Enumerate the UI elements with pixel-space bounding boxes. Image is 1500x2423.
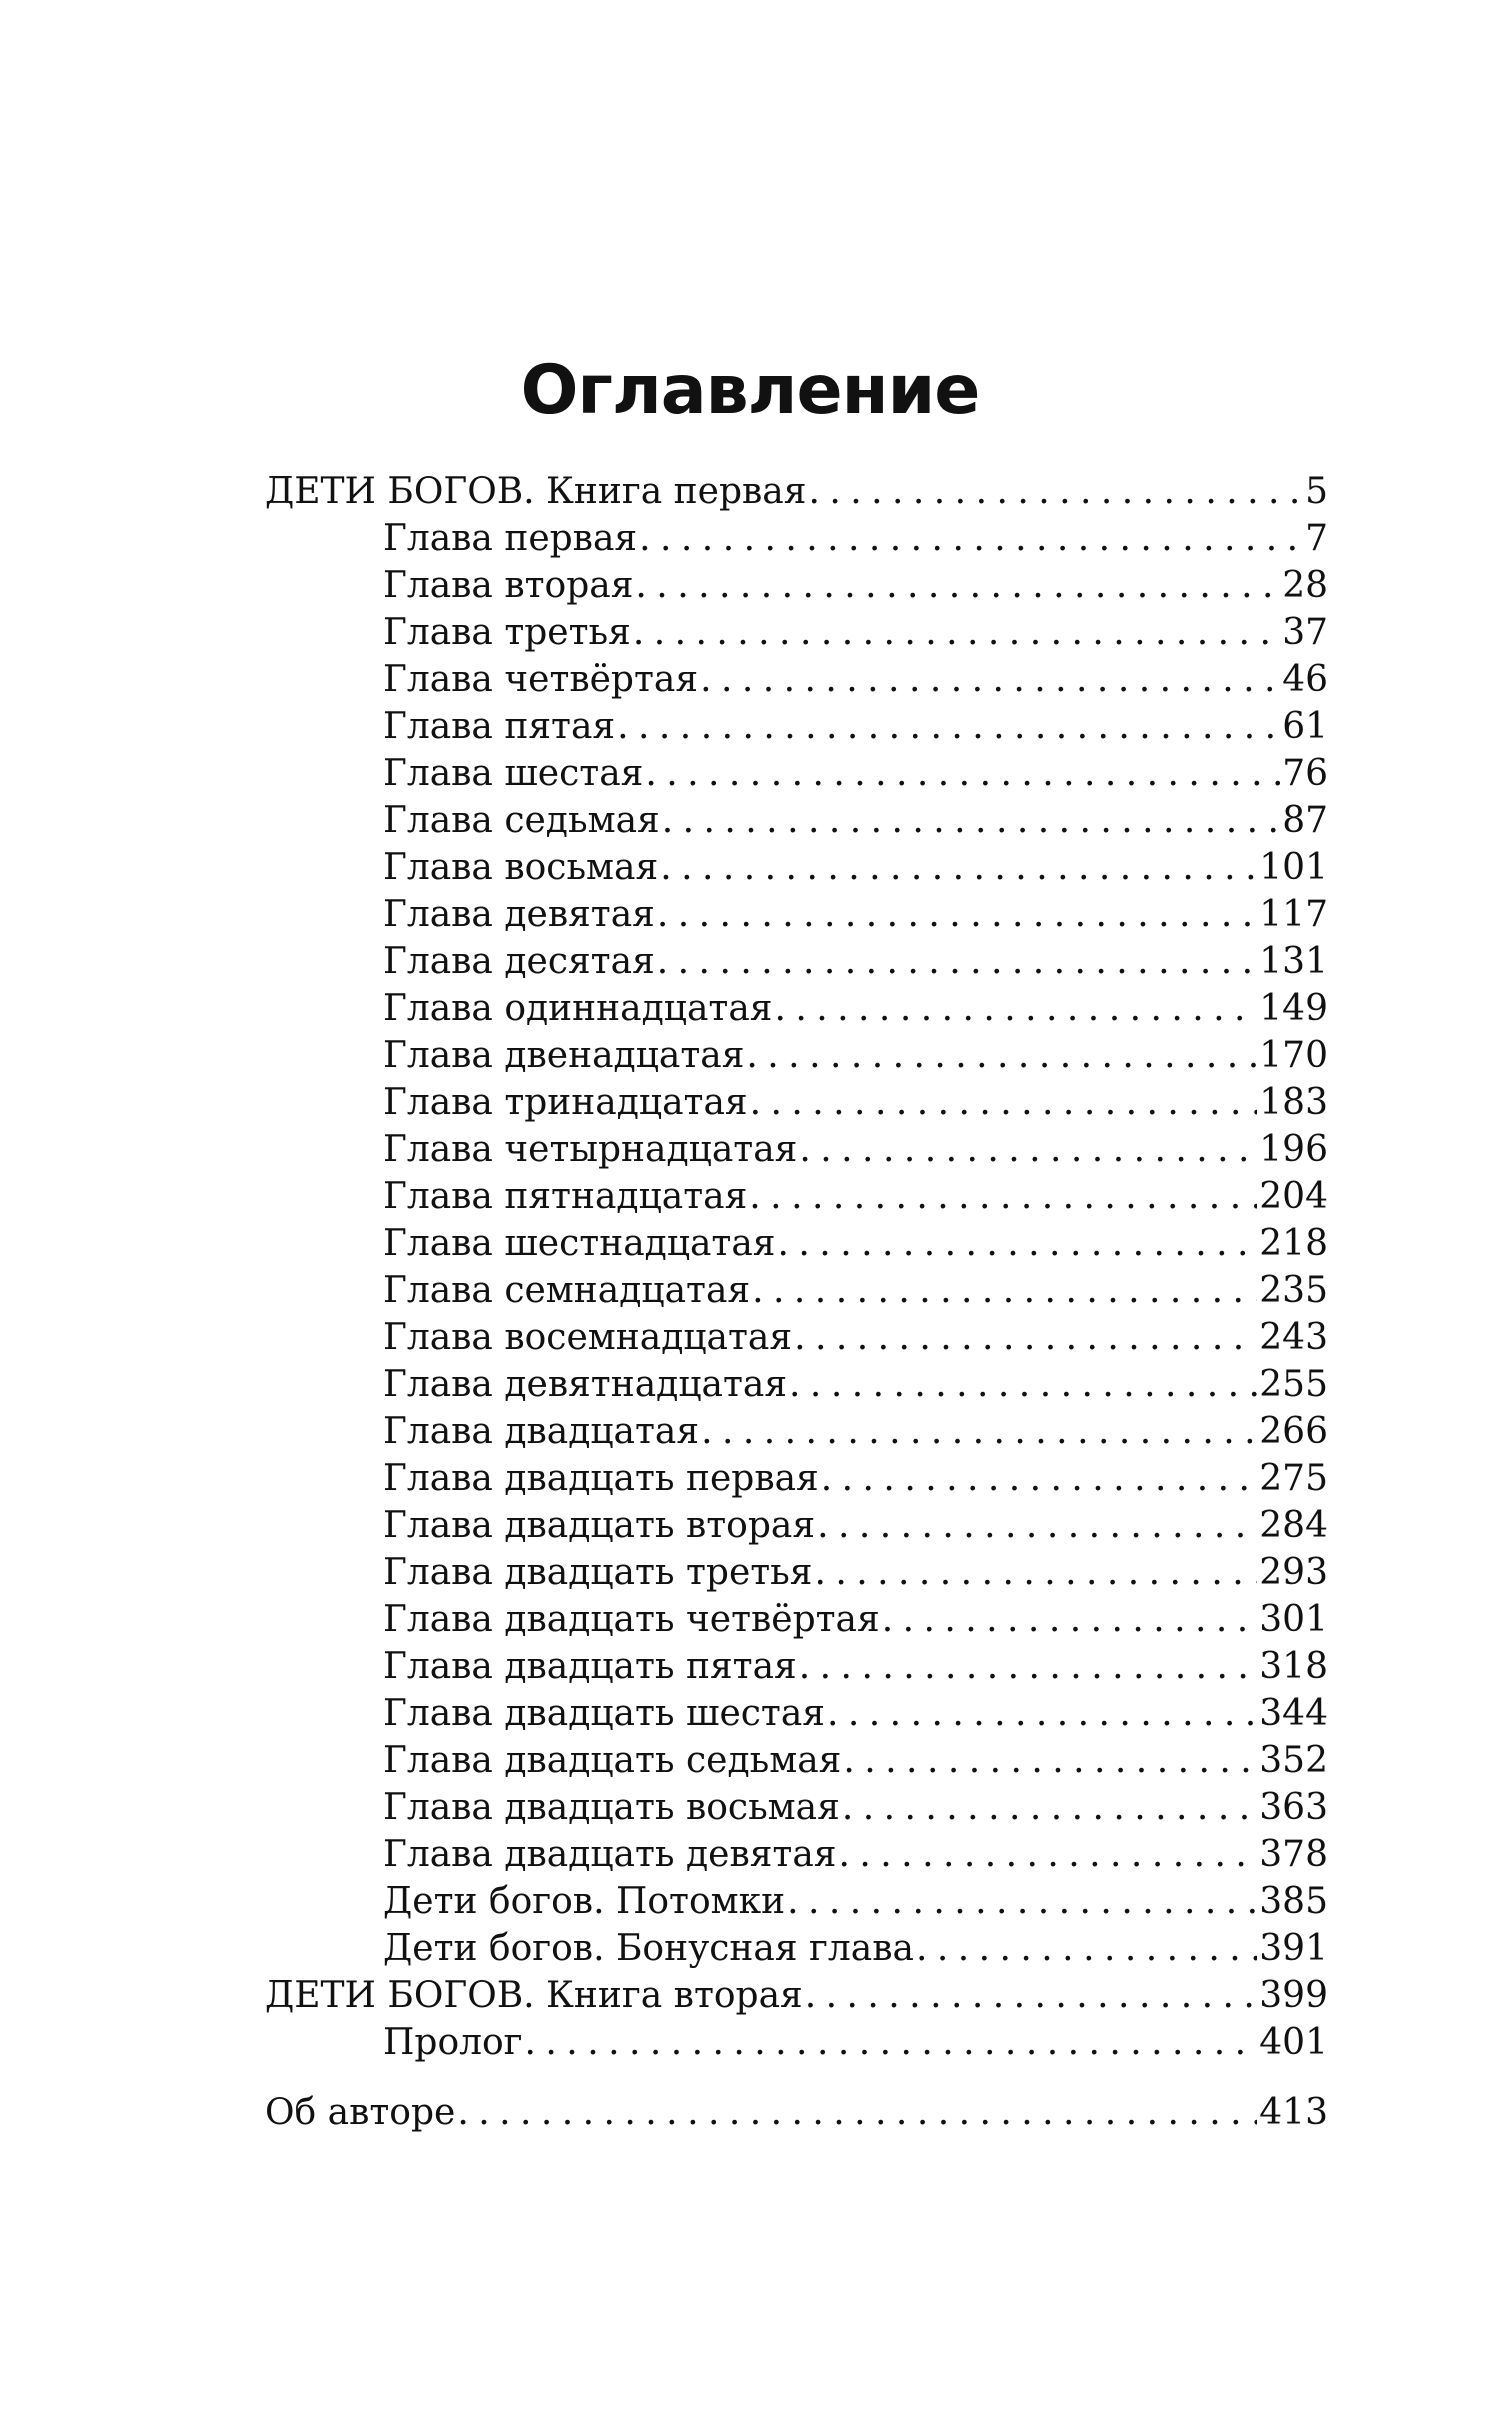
toc-entry-label: Глава десятая: [383, 941, 655, 982]
toc-dot-leader: [701, 1408, 1257, 1455]
toc-page-number: 243: [1259, 1317, 1328, 1358]
toc-entry-label: Глава двадцать четвёртая: [383, 1599, 880, 1640]
toc-dot-leader: [794, 1314, 1257, 1361]
toc-entry-label: Глава семнадцатая: [383, 1270, 751, 1311]
toc-dot-leader: [805, 1972, 1258, 2019]
toc-page-number: 266: [1259, 1411, 1328, 1452]
toc-dot-leader: [775, 985, 1258, 1032]
toc-page-number: 76: [1282, 753, 1328, 794]
toc-entry-label: Глава четырнадцатая: [383, 1129, 798, 1170]
toc-entry-label: Глава двадцать вторая: [383, 1505, 816, 1546]
toc-page-number: 37: [1282, 612, 1328, 653]
toc-part-entry[interactable]: [265, 468, 1328, 515]
toc-chapter-entry[interactable]: [265, 1549, 1328, 1596]
toc-page-number: 61: [1282, 706, 1328, 747]
toc-dot-leader: [808, 468, 1303, 515]
toc-chapter-entry[interactable]: [265, 1643, 1328, 1690]
toc-dot-leader: [749, 1173, 1257, 1220]
toc-page-number: 413: [1259, 2092, 1328, 2133]
toc-page-number: 7: [1305, 518, 1328, 559]
toc-chapter-entry[interactable]: [265, 1079, 1328, 1126]
toc-page-number: 363: [1259, 1787, 1328, 1828]
toc-page-number: 101: [1259, 847, 1328, 888]
toc-dot-leader: [916, 1925, 1257, 1972]
toc-entry-label: Глава шестнадцатая: [383, 1223, 776, 1264]
toc-page-number: 255: [1259, 1364, 1328, 1405]
toc-chapter-entry[interactable]: [265, 1220, 1328, 1267]
toc-part-entry[interactable]: [265, 2089, 1328, 2136]
toc-chapter-entry[interactable]: [265, 1314, 1328, 1361]
toc-entry-label: Глава девятая: [383, 894, 655, 935]
toc-page-number: 204: [1259, 1176, 1328, 1217]
toc-page-number: 401: [1259, 2022, 1328, 2063]
toc-dot-leader: [799, 1643, 1258, 1690]
toc-chapter-entry[interactable]: [265, 562, 1328, 609]
toc-entry-label: Дети богов. Потомки: [383, 1881, 786, 1922]
toc-dot-leader: [746, 1032, 1257, 1079]
toc-page-number: 385: [1259, 1881, 1328, 1922]
toc-chapter-entry[interactable]: [265, 938, 1328, 985]
toc-chapter-entry[interactable]: [265, 1455, 1328, 1502]
toc-dot-leader: [457, 2089, 1257, 2136]
toc-part-entry[interactable]: [265, 1972, 1328, 2019]
toc-entry-label: Глава двадцать пятая: [383, 1646, 797, 1687]
toc-entry-label: Глава пятая: [383, 706, 616, 747]
toc-dot-leader: [657, 938, 1258, 985]
toc-dot-leader: [525, 2019, 1258, 2066]
toc-dot-leader: [843, 1737, 1257, 1784]
toc-dot-leader: [789, 1361, 1257, 1408]
toc-chapter-entry[interactable]: [265, 656, 1328, 703]
toc-dot-leader: [821, 1455, 1258, 1502]
toc-entry-label: Глава тринадцатая: [383, 1082, 748, 1123]
toc-entry-label: Глава шестая: [383, 753, 644, 794]
toc-page-number: 318: [1259, 1646, 1328, 1687]
toc-page-number: 391: [1259, 1928, 1328, 1969]
toc-page-number: 301: [1259, 1599, 1328, 1640]
toc-chapter-entry[interactable]: [265, 1408, 1328, 1455]
toc-entry-label: Глава двадцать шестая: [383, 1693, 826, 1734]
toc-chapter-entry[interactable]: [265, 2019, 1328, 2066]
toc-page-number: 218: [1259, 1223, 1328, 1264]
toc-chapter-entry[interactable]: [265, 1737, 1328, 1784]
toc-entry-label: Глава двадцать первая: [383, 1458, 819, 1499]
toc-entry-label: Глава двадцать седьмая: [383, 1740, 842, 1781]
toc-dot-leader: [787, 1878, 1257, 1925]
toc-page-number: 87: [1282, 800, 1328, 841]
toc-chapter-entry[interactable]: [265, 1173, 1328, 1220]
toc-dot-leader: [814, 1549, 1257, 1596]
toc-chapter-entry[interactable]: [265, 1361, 1328, 1408]
toc-page-number: 399: [1259, 1975, 1328, 2016]
toc-dot-leader: [660, 844, 1257, 891]
toc-dot-leader: [700, 656, 1280, 703]
toc-chapter-entry[interactable]: [265, 1596, 1328, 1643]
toc-entry-label: Глава девятнадцатая: [383, 1364, 788, 1405]
toc-page-number: 293: [1259, 1552, 1328, 1593]
toc-dot-leader: [827, 1690, 1257, 1737]
toc-entry-label: Глава вторая: [383, 565, 634, 606]
toc-dot-leader: [799, 1126, 1257, 1173]
toc-chapter-entry[interactable]: [265, 609, 1328, 656]
toc-chapter-entry[interactable]: [265, 703, 1328, 750]
toc-chapter-entry[interactable]: [265, 1267, 1328, 1314]
toc-page-number: 46: [1282, 659, 1328, 700]
toc-page-number: 352: [1259, 1740, 1328, 1781]
toc-chapter-entry[interactable]: [265, 1126, 1328, 1173]
toc-entry-label: Глава одиннадцатая: [383, 988, 773, 1029]
toc-chapter-entry[interactable]: [265, 1831, 1328, 1878]
table-of-contents: [265, 468, 1328, 2136]
toc-entry-label: Глава двадцать восьмая: [383, 1787, 840, 1828]
toc-dot-leader: [750, 1079, 1258, 1126]
toc-page-number: 170: [1259, 1035, 1328, 1076]
toc-chapter-entry[interactable]: [265, 515, 1328, 562]
toc-page-number: 344: [1259, 1693, 1328, 1734]
toc-chapter-entry[interactable]: [265, 797, 1328, 844]
toc-chapter-entry[interactable]: [265, 985, 1328, 1032]
toc-page-number: 117: [1259, 894, 1328, 935]
toc-entry-label: ДЕТИ БОГОВ. Книга первая: [265, 471, 807, 512]
toc-page-number: 378: [1259, 1834, 1328, 1875]
toc-chapter-entry[interactable]: [265, 1502, 1328, 1549]
toc-page-number: 5: [1305, 471, 1328, 512]
toc-page-number: 149: [1259, 988, 1328, 1029]
toc-chapter-entry[interactable]: [265, 1925, 1328, 1972]
toc-entry-label: Дети богов. Бонусная глава: [383, 1928, 914, 1969]
toc-page-number: 183: [1259, 1082, 1328, 1123]
toc-page-number: 235: [1259, 1270, 1328, 1311]
toc-entry-label: Глава двадцатая: [383, 1411, 700, 1452]
toc-dot-leader: [778, 1220, 1258, 1267]
toc-chapter-entry[interactable]: [265, 1032, 1328, 1079]
toc-entry-label: Об авторе: [265, 2092, 456, 2133]
toc-chapter-entry[interactable]: [265, 891, 1328, 938]
toc-chapter-entry[interactable]: [265, 1690, 1328, 1737]
toc-entry-label: Пролог: [383, 2022, 523, 2063]
toc-entry-label: Глава двадцать девятая: [383, 1834, 837, 1875]
toc-dot-leader: [635, 562, 1280, 609]
toc-dot-leader: [645, 750, 1280, 797]
toc-entry-label: Глава седьмая: [383, 800, 660, 841]
page-title: Оглавление: [520, 350, 980, 430]
toc-page-number: 196: [1259, 1129, 1328, 1170]
toc-entry-label: Глава восемнадцатая: [383, 1317, 793, 1358]
toc-dot-leader: [657, 891, 1257, 938]
toc-dot-leader: [882, 1596, 1258, 1643]
toc-entry-label: Глава первая: [383, 518, 638, 559]
toc-dot-leader: [662, 797, 1280, 844]
toc-entry-label: Глава восьмая: [383, 847, 659, 888]
toc-chapter-entry[interactable]: [265, 844, 1328, 891]
toc-entry-label: Глава четвёртая: [383, 659, 699, 700]
toc-dot-leader: [633, 609, 1280, 656]
toc-entry-label: Глава двадцать третья: [383, 1552, 813, 1593]
toc-page-number: 284: [1259, 1505, 1328, 1546]
toc-chapter-entry[interactable]: [265, 1878, 1328, 1925]
toc-page-number: 28: [1282, 565, 1328, 606]
toc-entry-label: Глава пятнадцатая: [383, 1176, 748, 1217]
toc-dot-leader: [839, 1831, 1258, 1878]
toc-dot-leader: [617, 703, 1280, 750]
toc-entry-label: ДЕТИ БОГОВ. Книга вторая: [265, 1975, 803, 2016]
toc-dot-leader: [842, 1784, 1257, 1831]
toc-page-number: 131: [1259, 941, 1328, 982]
toc-chapter-entry[interactable]: [265, 750, 1328, 797]
toc-dot-leader: [817, 1502, 1257, 1549]
toc-entry-label: Глава двенадцатая: [383, 1035, 745, 1076]
toc-dot-leader: [752, 1267, 1257, 1314]
toc-page-number: 275: [1259, 1458, 1328, 1499]
toc-chapter-entry[interactable]: [265, 1784, 1328, 1831]
toc-entry-label: Глава третья: [383, 612, 631, 653]
toc-dot-leader: [639, 515, 1303, 562]
